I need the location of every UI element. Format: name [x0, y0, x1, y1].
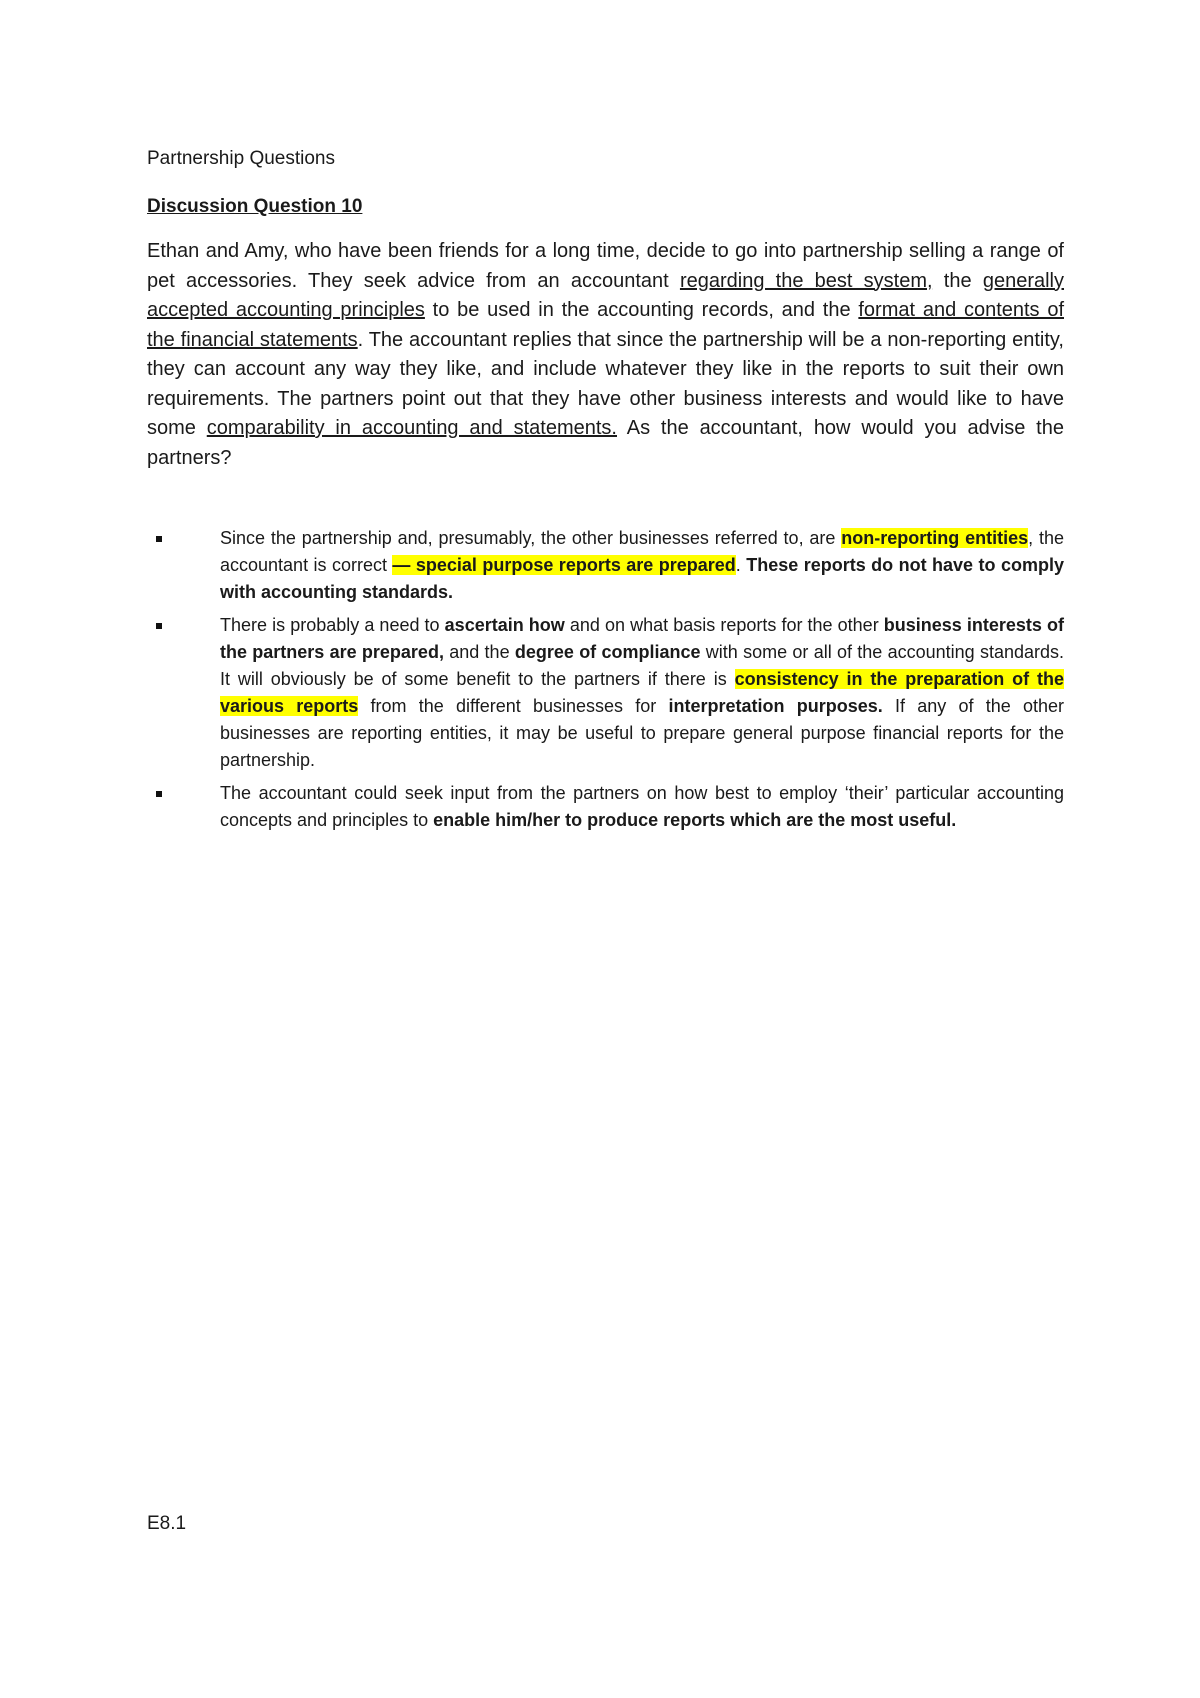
page-heading: Partnership Questions	[147, 148, 335, 169]
highlighted-phrase: non-reporting entities	[841, 528, 1029, 548]
question-text: Ethan and Amy, who have been friends for a long time, decide to go into partnership selling a range of pet accessories. They seek advice from an accountant	[147, 240, 1064, 292]
underlined-phrase: regarding the best system,	[679, 269, 933, 292]
answer-text: There is probably a need to	[220, 615, 445, 635]
bold-phrase: interpretation purposes.	[668, 696, 883, 716]
answer-item-1	[147, 525, 1064, 606]
square-bullet-icon	[156, 623, 162, 629]
highlighted-phrase: consistency in the preparation of the various reports	[220, 669, 1064, 716]
answer-text: The accountant could seek input from the partners on how best to employ ‘their’ particular accounting concepts and principles to	[220, 783, 1064, 830]
question-text: As the accountant, how would you advise the partners?	[147, 417, 1064, 469]
question-text: . The accountant replies that since the partnership will be a non-reporting entity, they can account any way they like, and include whatever they like in the reports to suit their own requirements. The partners point out that they have other business interests and would like to have some	[147, 328, 1064, 439]
answer-text: .	[735, 555, 747, 575]
page-number: E8.1	[147, 1513, 187, 1534]
answer-list	[147, 525, 1064, 840]
answer-text: from the different businesses for	[358, 696, 669, 716]
question-text: the	[932, 269, 983, 292]
answer-text: , the accountant is correct	[220, 528, 1064, 575]
bold-phrase: enable him/her to produce reports which are the most useful.	[433, 810, 957, 830]
bold-phrase: ascertain how	[444, 615, 565, 635]
question-text: to be used in the accounting records, and the	[424, 299, 859, 321]
underlined-phrase: format and contents of the financial statements	[147, 299, 1064, 351]
answer-item-2	[147, 612, 1064, 774]
answer-text: with some or all of the accounting standards. It will obviously be of some benefit to the partners if there is	[220, 642, 1064, 689]
square-bullet-icon	[156, 536, 162, 542]
answer-item-3	[147, 780, 1064, 834]
answer-text: and the	[443, 642, 515, 662]
bold-phrase: business interests of the partners are prepared,	[220, 615, 1065, 662]
underlined-phrase: comparability in accounting and statements.	[206, 417, 617, 439]
underlined-phrase: generally accepted accounting principles	[147, 269, 1064, 321]
answer-text: If any of the other businesses are reporting entities, it may be useful to prepare general purpose financial reports for the partnership.	[220, 696, 1064, 770]
answer-text: and on what basis reports for the other	[564, 615, 884, 635]
highlighted-phrase: — special purpose reports are prepared	[392, 555, 736, 575]
square-bullet-icon	[156, 791, 162, 797]
bold-phrase: These reports do not have to comply with accounting standards.	[220, 555, 1064, 602]
question-body	[147, 237, 1064, 473]
answer-text: Since the partnership and, presumably, the other businesses referred to, are	[220, 528, 842, 548]
question-title: Discussion Question 10	[147, 196, 363, 217]
bold-phrase: degree of compliance	[514, 642, 701, 662]
